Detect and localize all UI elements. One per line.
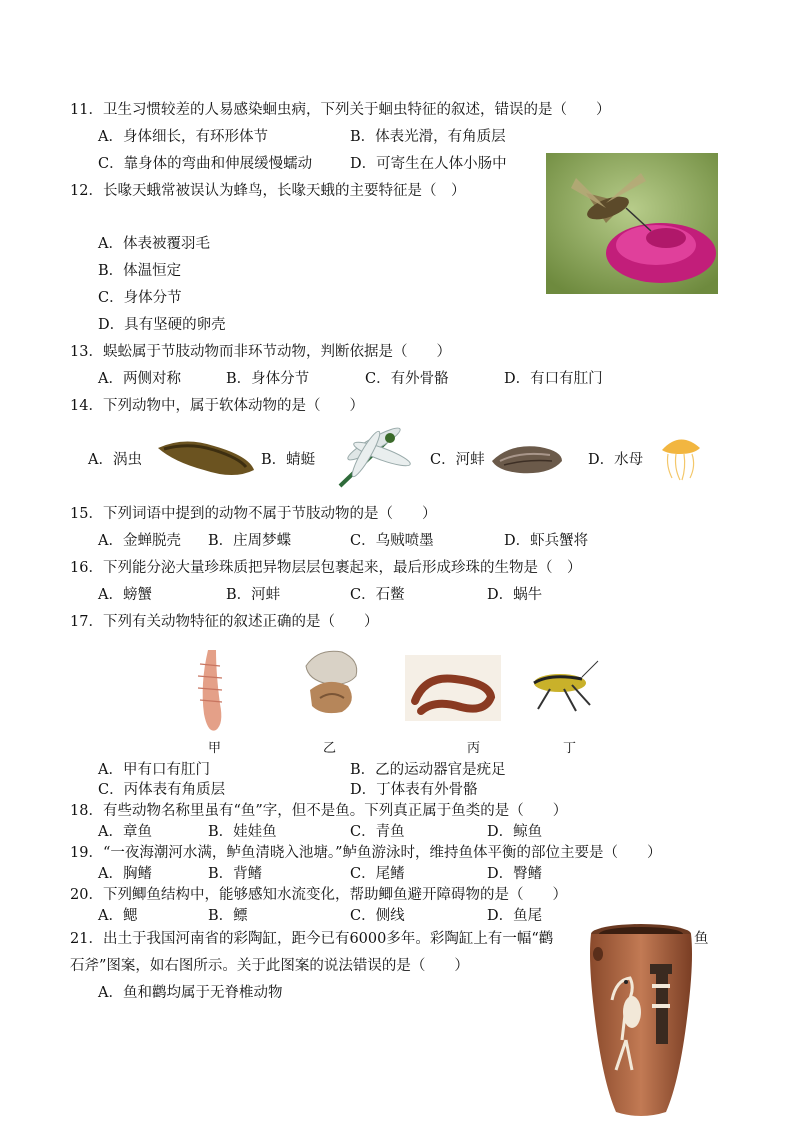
caption-bing: 丙 bbox=[467, 741, 481, 756]
q11-option-c: C．靠身体的弯曲和伸展缓慢蠕动 bbox=[98, 156, 313, 172]
q17-option-a: A．甲有口有肛门 bbox=[98, 762, 210, 778]
q13-option-b: B．身体分节 bbox=[226, 371, 310, 387]
q11-option-a: A．身体细长，有环形体节 bbox=[98, 129, 268, 145]
q15-option-b: B．庄周梦蝶 bbox=[208, 533, 292, 549]
q12-option-c: C．身体分节 bbox=[98, 290, 182, 306]
q13-option-c: C．有外骨骼 bbox=[365, 371, 449, 387]
q11-option-b: B．体表光滑，有角质层 bbox=[350, 129, 506, 145]
q19-option-a: A．胸鳍 bbox=[98, 866, 152, 882]
q20-option-b: B．鳔 bbox=[208, 908, 248, 924]
caption-yi: 乙 bbox=[323, 741, 337, 756]
dragonfly-image bbox=[330, 424, 416, 490]
jellyfish-image bbox=[650, 430, 712, 482]
q11-option-d: D．可寄生在人体小肠中 bbox=[350, 156, 507, 172]
q18-option-c: C．青鱼 bbox=[350, 824, 405, 840]
q19-option-b: B．背鳍 bbox=[208, 866, 263, 882]
q21-option-a: A．鱼和鹳均属于无脊椎动物 bbox=[98, 985, 283, 1001]
q20-option-a: A．鳃 bbox=[98, 908, 138, 924]
q20-stem: 20．下列鲫鱼结构中，能够感知水流变化，帮助鲫鱼避开障碍物的是（ ） bbox=[70, 887, 567, 903]
q12-option-d: D．具有坚硬的卵壳 bbox=[98, 317, 226, 333]
q16-option-a: A．螃蟹 bbox=[98, 587, 152, 603]
q21-stem-line1-end: 鱼 bbox=[694, 931, 709, 947]
q15-option-d: D．虾兵蟹将 bbox=[504, 533, 589, 549]
planarian-image bbox=[154, 436, 258, 482]
q21-stem-line1: 21．出土于我国河南省的彩陶缸，距今已有6000多年。彩陶缸上有一幅“鹳 bbox=[70, 931, 554, 947]
q18-option-d: D．鲸鱼 bbox=[487, 824, 543, 840]
q13-option-a: A．两侧对称 bbox=[98, 371, 181, 387]
q18-option-b: B．娃娃鱼 bbox=[208, 824, 277, 840]
q18-option-a: A．章鱼 bbox=[98, 824, 152, 840]
q16-option-b: B．河蚌 bbox=[226, 587, 281, 603]
q21-stem-line2: 石斧”图案，如右图所示。关于此图案的说法错误的是（ ） bbox=[70, 958, 469, 974]
q17-stem: 17．下列有关动物特征的叙述正确的是（ ） bbox=[70, 614, 379, 630]
q14-option-a: A．涡虫 bbox=[88, 452, 142, 468]
clam-image bbox=[298, 646, 364, 716]
q15-option-a: A．金蝉脱壳 bbox=[98, 533, 181, 549]
q14-stem: 14．下列动物中，属于软体动物的是（ ） bbox=[70, 398, 364, 414]
painted-pottery-jar-image bbox=[586, 920, 696, 1120]
q19-stem: 19．“一夜海潮河水满，鲈鱼清晓入池塘。”鲈鱼游泳时，维持鱼体平衡的部位主要是（ ） bbox=[70, 845, 662, 861]
q20-option-c: C．侧线 bbox=[350, 908, 405, 924]
q16-option-c: C．石鳖 bbox=[350, 587, 405, 603]
q16-stem: 16．下列能分泌大量珍珠质把异物层层包裹起来，最后形成珍珠的生物是（ ） bbox=[70, 560, 582, 576]
q12-stem: 12．长喙天蛾常被误认为蜂鸟，长喙天蛾的主要特征是（ ） bbox=[70, 183, 466, 199]
nereis-image bbox=[190, 644, 234, 736]
q15-stem: 15．下列词语中提到的动物不属于节肢动物的是（ ） bbox=[70, 506, 437, 522]
q13-stem: 13．蜈蚣属于节肢动物而非环节动物，判断依据是（ ） bbox=[70, 344, 451, 360]
q13-option-d: D．有口有肛门 bbox=[504, 371, 603, 387]
q16-option-d: D．蜗牛 bbox=[487, 587, 543, 603]
grasshopper-image bbox=[520, 655, 600, 717]
q17-option-d: D．丁体表有外骨骼 bbox=[350, 782, 478, 798]
q17-option-b: B．乙的运动器官是疣足 bbox=[350, 762, 506, 778]
q15-option-c: C．乌贼喷墨 bbox=[350, 533, 434, 549]
q14-option-d: D．水母 bbox=[588, 452, 644, 468]
caption-jia: 甲 bbox=[208, 741, 222, 756]
q14-option-c: C．河蚌 bbox=[430, 452, 485, 468]
q20-option-d: D．鱼尾 bbox=[487, 908, 543, 924]
q14-option-b: B．蜻蜓 bbox=[261, 452, 316, 468]
q12-option-a: A．体表被覆羽毛 bbox=[98, 236, 210, 252]
q11-stem: 11．卫生习惯较差的人易感染蛔虫病，下列关于蛔虫特征的叙述，错误的是（ ） bbox=[70, 102, 611, 118]
caption-ding: 丁 bbox=[563, 741, 577, 756]
hawk-moth-photo bbox=[546, 153, 718, 294]
earthworm-image bbox=[405, 655, 501, 721]
q17-option-c: C．丙体表有角质层 bbox=[98, 782, 226, 798]
q19-option-c: C．尾鳍 bbox=[350, 866, 405, 882]
q12-option-b: B．体温恒定 bbox=[98, 263, 182, 279]
q18-stem: 18．有些动物名称里虽有“鱼”字，但不是鱼。下列真正属于鱼类的是（ ） bbox=[70, 803, 568, 819]
mussel-image bbox=[490, 441, 564, 477]
q19-option-d: D．臀鳍 bbox=[487, 866, 543, 882]
